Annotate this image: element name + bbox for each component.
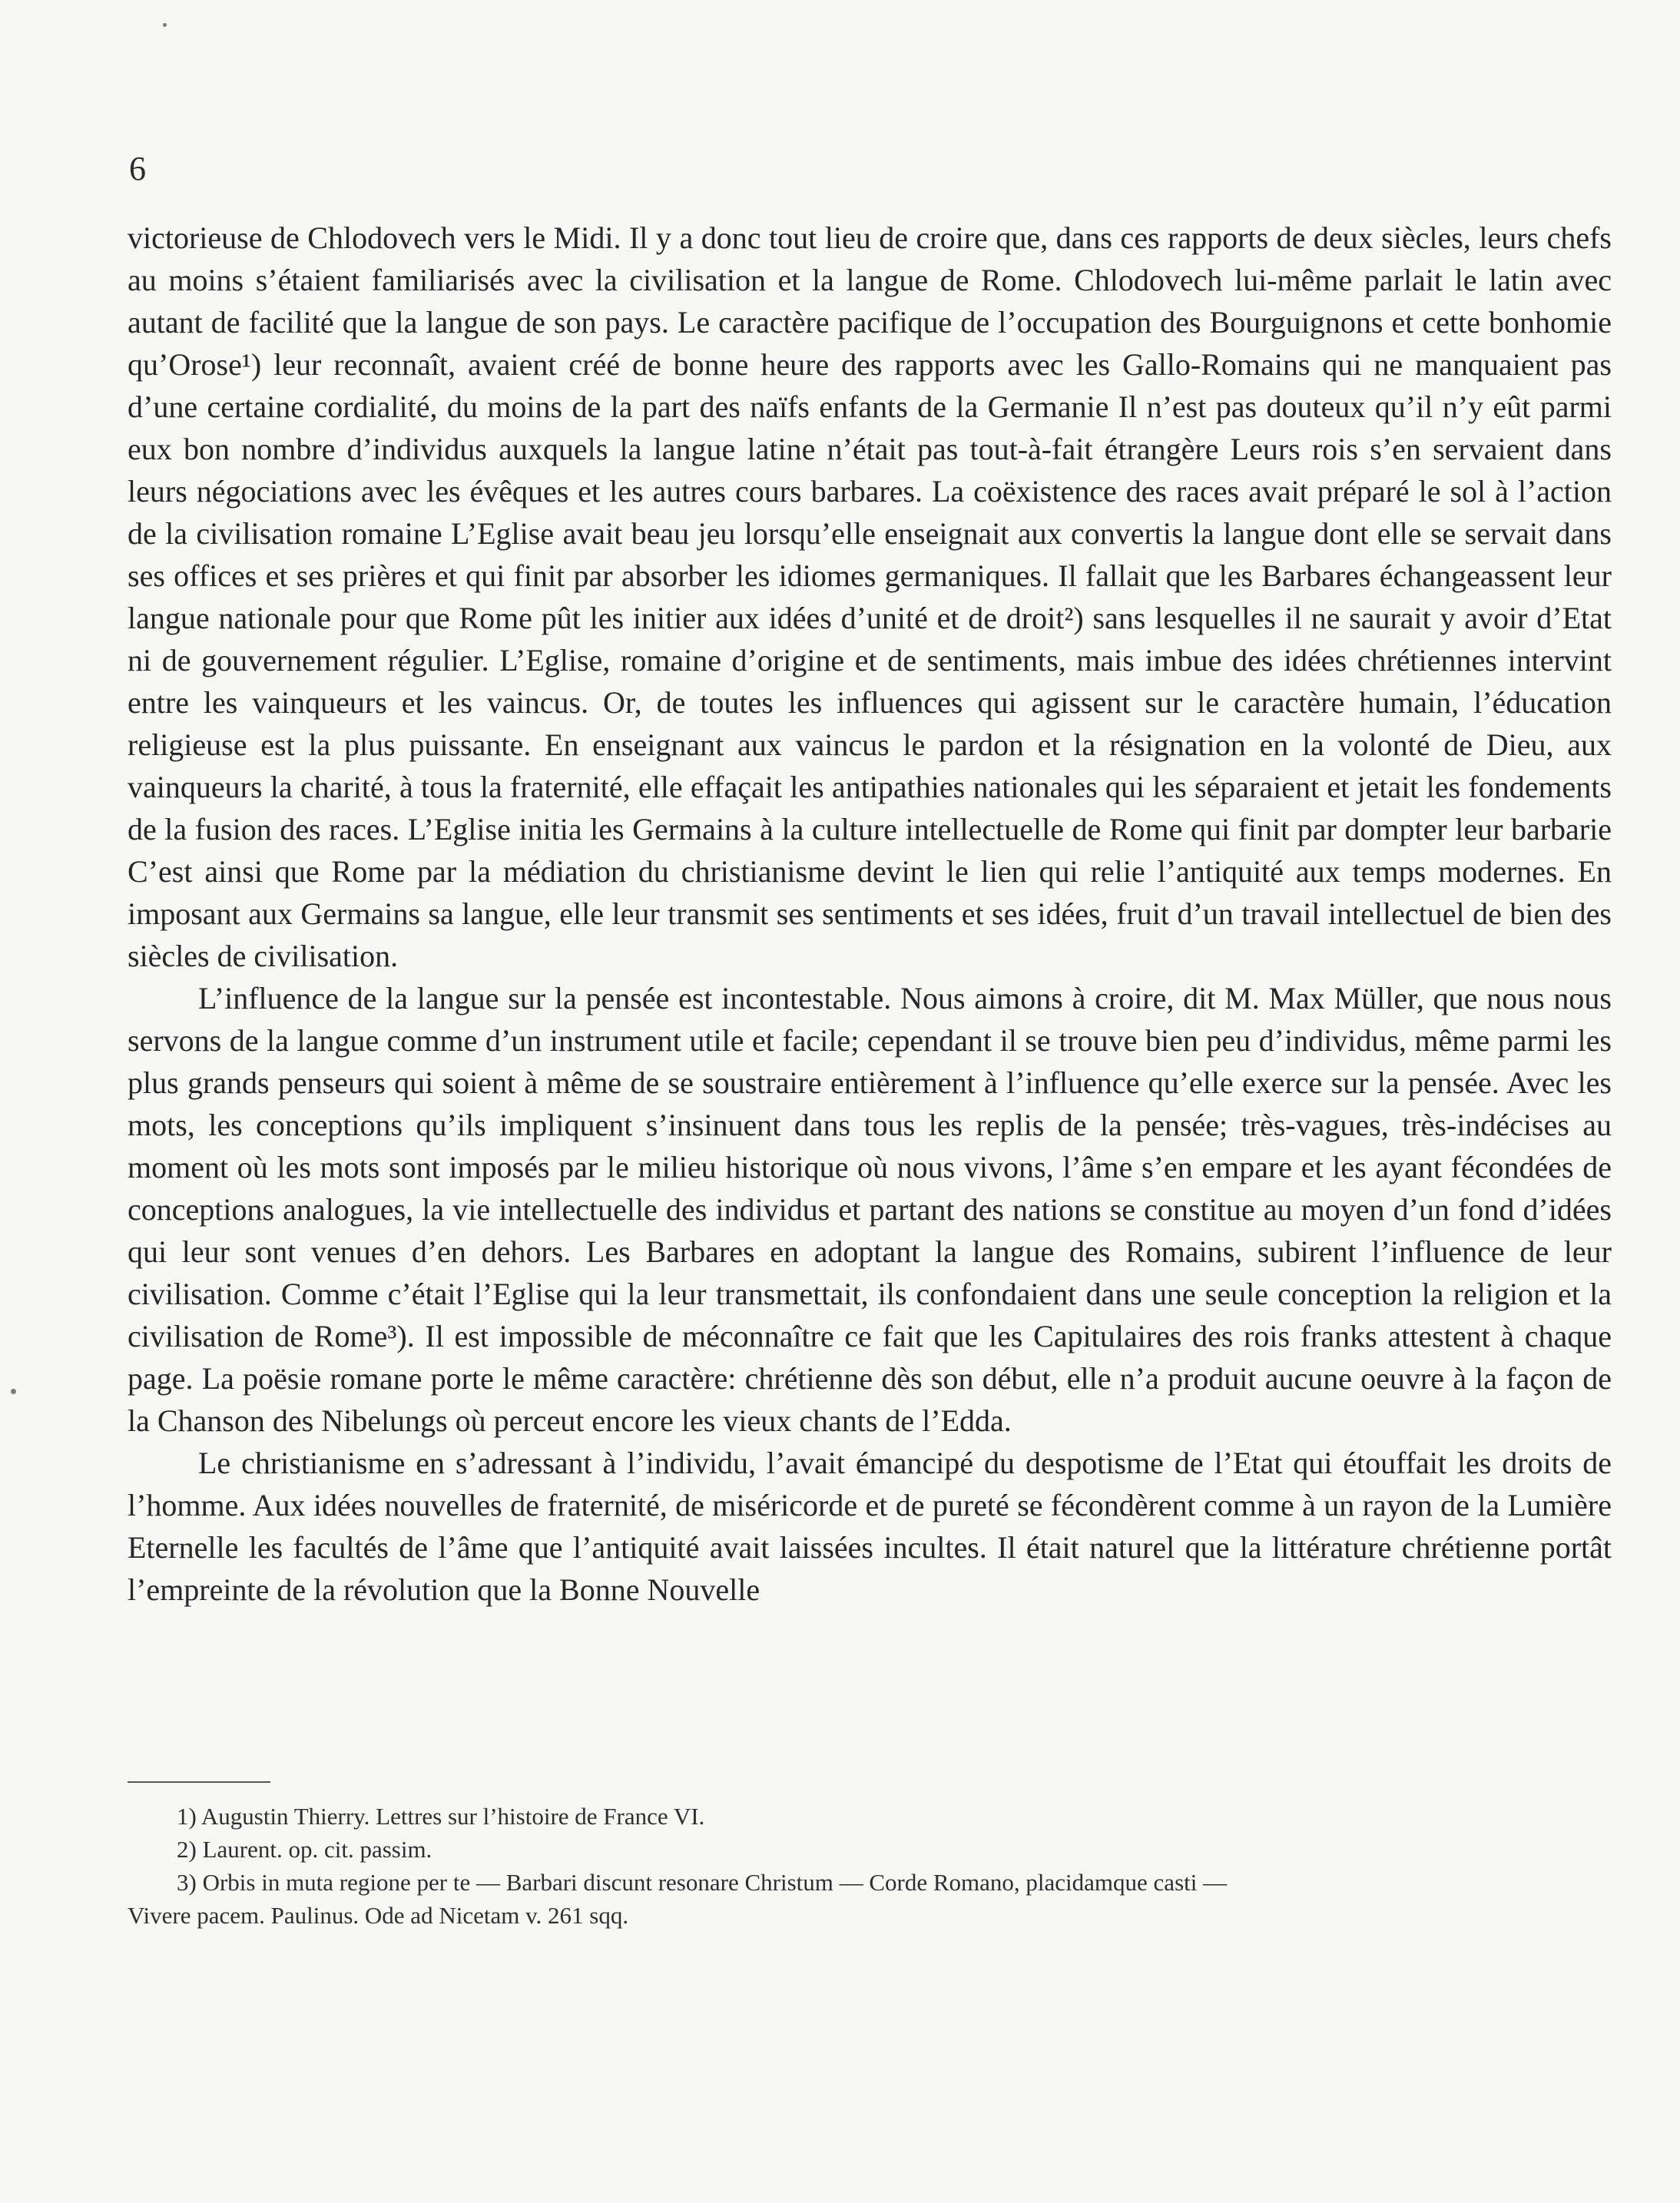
footnotes: [128, 1800, 1612, 1932]
footnote: 2) Laurent. op. cit. passim.: [177, 1836, 432, 1863]
page-number: 6: [129, 150, 146, 187]
body-text: [128, 217, 1612, 1611]
paragraph: victorieuse de Chlodovech vers le Midi. Il y a donc tout lieu de croire que, dans ces rapports de deux siècles, leurs chefs au moins s’étaient familiarisés avec la civilisation et la langue de Rome. Chlodovech lui-même parlait le latin avec autant de facilité que la langue de son pays. Le caractère pacifique de l’occupation des Bourguignons et cette bonhomie qu’Orose¹) leur reconnaît, avaient créé de bonne heure des rapports avec les Gallo-Romains qui ne manquaient pas d’une certaine cordialité, du moins de la part des naïfs enfants de la Germanie Il n’est pas douteux qu’il n’y eût parmi eux bon nombre d’individus auxquels la langue latine n’était pas tout-à-fait étrangère Leurs rois s’en servaient dans leurs négociations avec les évêques et les autres cours barbares. La coëxistence des races avait préparé le sol à l’action de la civilisation romaine L’Eglise avait beau jeu lorsqu’elle enseignait aux convertis la langue dont elle se servait dans ses offices et ses prières et qui finit par absorber les idiomes germaniques. Il fallait que les Barbares échangeassent leur langue nationale pour que Rome pût les initier aux idées d’unité et de droit²) sans lesquelles il ne saurait y avoir d’Etat ni de gouvernement régulier. L’Eglise, romaine d’origine et de sentiments, mais imbue des idées chrétiennes intervint entre les vainqueurs et les vaincus. Or, de toutes les influences qui agissent sur le caractère humain, l’éducation religieuse est la plus puissante. En enseignant aux vaincus le pardon et la résignation en la volonté de Dieu, aux vainqueurs la charité, à tous la fraternité, elle effaçait les antipathies nationales qui les séparaient et jetait les fondements de la fusion des races. L’Eglise initia les Germains à la culture intellectuelle de Rome qui finit par dompter leur barbarie C’est ainsi que Rome par la médiation du christianisme devint le lien qui relie l’antiquité aux temps modernes. En imposant aux Germains sa langue, elle leur transmit ses sentiments et ses idées, fruit d’un travail intellectuel de bien des siècles de civilisation.: [128, 220, 1612, 973]
paragraph: Le christianisme en s’adressant à l’individu, l’avait émancipé du despotisme de l’Etat qui étouffait les droits de l’homme. Aux idées nouvelles de fraternité, de miséricorde et de pureté se fécondèrent comme à un rayon de la Lumière Eternelle les facultés de l’âme que l’antiquité avait laissées incultes. Il était naturel que la littérature chrétienne portât l’empreinte de la révolution que la Bonne Nouvelle: [128, 1446, 1612, 1607]
paragraph: L’influence de la langue sur la pensée est incontestable. Nous aimons à croire, dit M. Max Müller, que nous nous servons de la langue comme d’un instrument utile et facile; cependant il se trouve bien peu d’individus, même parmi les plus grands penseurs qui soient à même de se soustraire entièrement à l’influence qu’elle exerce sur la pensée. Avec les mots, les conceptions qu’ils impliquent s’insinuent dans tous les replis de la pensée; très-vagues, très-indécises au moment où les mots sont imposés par le milieu historique où nous vivons, l’âme s’en empare et les ayant fécondées de conceptions analogues, la vie intellectuelle des individus et partant des nations se constitue au moyen d’un fond d’idées qui leur sont venues d’en dehors. Les Barbares en adoptant la langue des Romains, subirent l’influence de leur civilisation. Comme c’était l’Eglise qui la leur transmettait, ils confondaient dans une seule conception la religion et la civilisation de Rome³). Il est impossible de méconnaître ce fait que les Capitulaires des rois franks attestent à chaque page. La poësie romane porte le même caractère: chrétienne dès son début, elle n’a produit aucune oeuvre à la façon de la Chanson des Nibelungs où perceut encore les vieux chants de l’Edda.: [128, 981, 1612, 1438]
footnote-continuation: Vivere pacem. Paulinus. Ode ad Nicetam v. 261 sqq.: [128, 1902, 629, 1929]
footnote-divider: [128, 1781, 270, 1783]
print-speck: [11, 1389, 16, 1394]
footnote: 1) Augustin Thierry. Lettres sur l’histoire de France VI.: [177, 1803, 705, 1830]
footnote: 3) Orbis in muta regione per te — Barbari discunt resonare Christum — Corde Romano, placidamque casti —: [177, 1869, 1228, 1896]
print-speck: [163, 23, 167, 27]
